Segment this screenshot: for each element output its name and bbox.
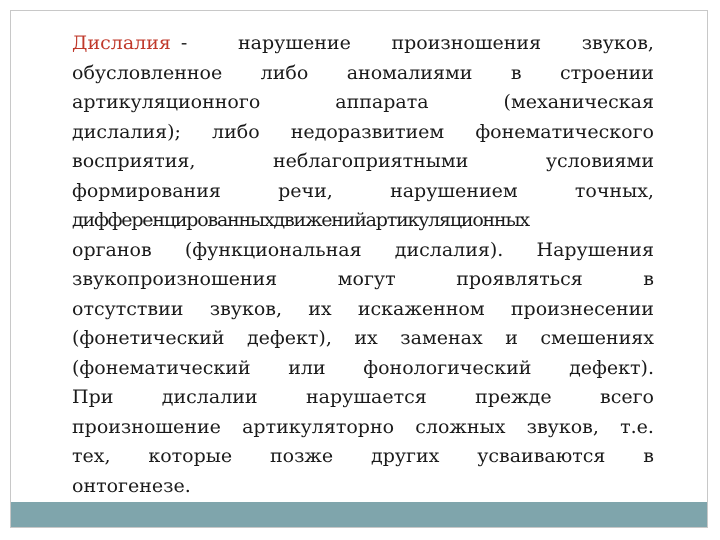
- word: (фонематический: [72, 356, 251, 379]
- line-1-rest: [238, 29, 654, 59]
- term-dash: -: [180, 32, 188, 54]
- text-line-16: [72, 472, 654, 502]
- word: звукопроизношения: [72, 268, 278, 290]
- word: всего: [600, 386, 654, 408]
- slide-footer-bar: [11, 502, 707, 527]
- word: обусловленное: [72, 61, 223, 84]
- word: аппарата: [335, 91, 429, 113]
- word: (фонетический: [72, 327, 225, 349]
- text-line-13: [72, 383, 654, 413]
- word: других: [371, 445, 440, 467]
- text-line-15: [72, 442, 654, 472]
- word: речи,: [278, 179, 333, 202]
- word: фонематического: [475, 120, 654, 143]
- word: отсутствии: [72, 297, 184, 320]
- text-line-5: [72, 147, 654, 177]
- word: условиями: [545, 150, 654, 172]
- word: их: [308, 297, 332, 320]
- word: нарушением: [390, 179, 518, 202]
- text-line-2: [72, 59, 654, 89]
- word: либо: [260, 61, 309, 84]
- text-line-8: [72, 236, 654, 266]
- term-heading: [72, 29, 187, 59]
- word: (функциональная: [184, 238, 362, 261]
- word: дефект).: [569, 356, 654, 379]
- word: органов: [72, 238, 152, 261]
- word: дефект),: [246, 327, 332, 349]
- word: проявляться: [456, 268, 583, 290]
- text-line-6: [72, 177, 654, 207]
- word: прежде: [475, 386, 552, 408]
- word: заменах: [400, 327, 483, 349]
- word: и: [505, 327, 518, 349]
- text-line-12: [72, 354, 654, 384]
- word: дислалии: [161, 386, 258, 408]
- word: строении: [559, 61, 654, 84]
- word: фонологический: [363, 356, 532, 379]
- word: тех,: [72, 445, 111, 467]
- word: искаженном: [357, 297, 485, 320]
- word: артикуляционного: [72, 91, 261, 113]
- word: могут: [337, 268, 396, 290]
- word: онтогенезе.: [72, 474, 191, 497]
- text-line-14: [72, 413, 654, 443]
- word: нарушается: [306, 386, 427, 408]
- word: точных,: [574, 179, 654, 202]
- word: произношение: [72, 415, 221, 438]
- word: недоразвитием: [290, 120, 445, 143]
- word: дислалия).: [394, 238, 504, 261]
- word: артикуляторно: [242, 415, 395, 438]
- word: усваиваются: [477, 445, 606, 467]
- text-line-9: [72, 265, 654, 295]
- text-line-3: [72, 88, 654, 118]
- text-line-1: [72, 29, 654, 59]
- word: т.е.: [620, 415, 654, 438]
- term-word: Дислалия: [72, 32, 171, 54]
- definition-text: [72, 29, 654, 501]
- word: позже: [269, 445, 334, 467]
- word: в: [643, 268, 654, 290]
- word: формирования: [72, 179, 221, 202]
- word: звуков,: [209, 297, 282, 320]
- word: звуков,: [581, 32, 654, 54]
- word: или: [288, 356, 326, 379]
- word: Нарушения: [536, 238, 654, 261]
- word: их: [354, 327, 378, 349]
- word: либо: [212, 120, 260, 143]
- word: аномалиями: [346, 61, 473, 84]
- word: восприятия,: [72, 150, 196, 172]
- word: При: [72, 386, 114, 408]
- text-line-4: [72, 118, 654, 148]
- text-line-7: [72, 206, 654, 236]
- word: (механическая: [503, 91, 654, 113]
- word: сложных: [415, 415, 506, 438]
- word: звуков,: [526, 415, 599, 438]
- word: в: [643, 445, 654, 467]
- word: нарушение: [238, 32, 351, 54]
- word: которые: [148, 445, 233, 467]
- word: в: [510, 61, 522, 84]
- text-line-11: [72, 324, 654, 354]
- word: неблагоприятными: [272, 150, 469, 172]
- text-lines: [72, 59, 654, 502]
- word: произношения: [391, 32, 542, 54]
- word: дифференцированныхдвиженийартикуляционных: [72, 209, 529, 231]
- text-line-10: [72, 295, 654, 325]
- word: смешениях: [540, 327, 654, 349]
- word: дислалия);: [72, 120, 181, 143]
- word: произнесении: [510, 297, 654, 320]
